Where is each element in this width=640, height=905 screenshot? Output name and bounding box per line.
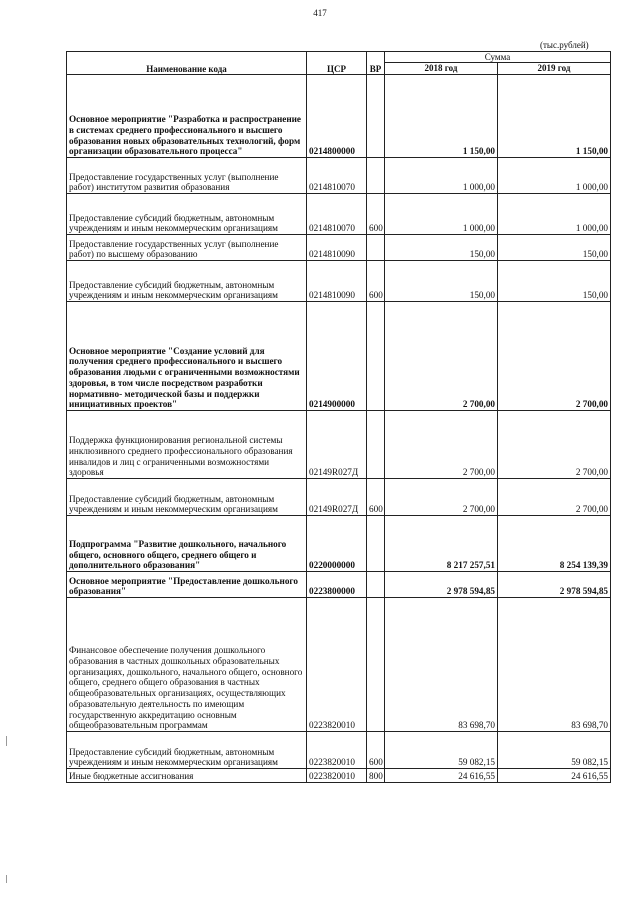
- row-csr: 0223820010: [307, 598, 367, 732]
- row-vr: 600: [367, 479, 385, 516]
- table-row: [67, 302, 611, 411]
- row-name: Основное мероприятие "Создание условий для получения среднего профессионального и высшего образования людьми с ограниченными возможностями здоровья, в том числе посредством разработки нормативно- методической базы и поддержки инициативных проектов": [67, 302, 307, 411]
- table-row: [67, 411, 611, 479]
- row-name: Предоставление субсидий бюджетным, автономным учреждениям и иным некоммерческим организациям: [67, 194, 307, 235]
- table-row: [67, 75, 611, 158]
- row-sum-2018: 24 616,55: [385, 769, 498, 783]
- row-name: Предоставление государственных услуг (выполнение работ) по высшему образованию: [67, 235, 307, 261]
- header-csr: ЦСР: [307, 52, 367, 75]
- row-vr: 800: [367, 769, 385, 783]
- row-sum-2018: 2 700,00: [385, 302, 498, 411]
- row-sum-2019: 1 150,00: [498, 75, 611, 158]
- row-name: Основное мероприятие "Разработка и распространение в системах среднего профессионального и высшего образования новых образовательных технологий, форм организации образовательного процесса": [67, 75, 307, 158]
- row-csr: 0223820010: [307, 732, 367, 769]
- row-sum-2018: 1 150,00: [385, 75, 498, 158]
- table-row: [67, 479, 611, 516]
- table-row: [67, 732, 611, 769]
- row-csr: 0214810090: [307, 235, 367, 261]
- row-csr: 0220000000: [307, 516, 367, 572]
- row-sum-2019: 1 000,00: [498, 194, 611, 235]
- row-csr: 02149R027Д: [307, 479, 367, 516]
- row-name: Предоставление государственных услуг (выполнение работ) институтом развития образования: [67, 158, 307, 194]
- row-vr: 600: [367, 194, 385, 235]
- row-vr: [367, 235, 385, 261]
- row-sum-2019: 2 700,00: [498, 302, 611, 411]
- header-year-2019: 2019 год: [498, 63, 611, 75]
- row-sum-2018: 150,00: [385, 261, 498, 302]
- row-vr: [367, 411, 385, 479]
- row-sum-2018: 83 698,70: [385, 598, 498, 732]
- table-row: [67, 516, 611, 572]
- scan-edge-mark: [6, 736, 7, 746]
- row-csr: 0214810090: [307, 261, 367, 302]
- row-sum-2019: 1 000,00: [498, 158, 611, 194]
- row-vr: [367, 598, 385, 732]
- row-csr: 0214900000: [307, 302, 367, 411]
- row-vr: [367, 158, 385, 194]
- row-sum-2018: 150,00: [385, 235, 498, 261]
- row-sum-2019: 150,00: [498, 261, 611, 302]
- row-sum-2018: 2 700,00: [385, 411, 498, 479]
- row-sum-2018: 8 217 257,51: [385, 516, 498, 572]
- row-name: Подпрограмма "Развитие дошкольного, начального общего, основного общего, среднего общего и дополнительного образования": [67, 516, 307, 572]
- row-sum-2018: 1 000,00: [385, 194, 498, 235]
- table-header: [67, 52, 611, 75]
- page-number: 417: [313, 8, 327, 18]
- table-row: [67, 572, 611, 598]
- scan-edge-mark: [6, 875, 7, 883]
- row-vr: [367, 572, 385, 598]
- table-row: [67, 261, 611, 302]
- row-vr: [367, 302, 385, 411]
- table-body: [67, 75, 611, 783]
- units-note: (тыс.рублей): [540, 40, 589, 50]
- row-sum-2018: 1 000,00: [385, 158, 498, 194]
- row-csr: 0214810070: [307, 194, 367, 235]
- row-sum-2019: 24 616,55: [498, 769, 611, 783]
- header-sum: Сумма: [385, 52, 611, 63]
- row-sum-2019: 2 700,00: [498, 411, 611, 479]
- row-name: Предоставление субсидий бюджетным, автономным учреждениям и иным некоммерческим организациям: [67, 479, 307, 516]
- row-vr: 600: [367, 732, 385, 769]
- row-vr: [367, 516, 385, 572]
- row-name: Поддержка функционирования региональной системы инклюзивного среднего профессионального образования инвалидов и лиц с ограниченными возможностями здоровья: [67, 411, 307, 479]
- row-sum-2018: 2 978 594,85: [385, 572, 498, 598]
- row-sum-2019: 59 082,15: [498, 732, 611, 769]
- table-row: [67, 598, 611, 732]
- row-csr: 0214800000: [307, 75, 367, 158]
- row-name: Иные бюджетные ассигнования: [67, 769, 307, 783]
- row-sum-2019: 2 700,00: [498, 479, 611, 516]
- row-name: Предоставление субсидий бюджетным, автономным учреждениям и иным некоммерческим организациям: [67, 732, 307, 769]
- row-name: Финансовое обеспечение получения дошкольного образования в частных дошкольных образовательных организациях, дошкольного, начального общего, основного общего, среднего общего образования в частных общеобразовательных организациях, осуществляющих образовательную деятельность по имеющим государственную аккредитацию основным общеобразовательным программам: [67, 598, 307, 732]
- row-sum-2018: 59 082,15: [385, 732, 498, 769]
- header-name: Наименование кода: [67, 52, 307, 75]
- row-vr: [367, 75, 385, 158]
- row-sum-2018: 2 700,00: [385, 479, 498, 516]
- row-sum-2019: 83 698,70: [498, 598, 611, 732]
- header-vr: ВР: [367, 52, 385, 75]
- row-csr: 0223820010: [307, 769, 367, 783]
- row-csr: 0223800000: [307, 572, 367, 598]
- row-sum-2019: 8 254 139,39: [498, 516, 611, 572]
- row-name: Предоставление субсидий бюджетным, автономным учреждениям и иным некоммерческим организациям: [67, 261, 307, 302]
- budget-table: [66, 51, 611, 783]
- row-csr: 0214810070: [307, 158, 367, 194]
- row-vr: 600: [367, 261, 385, 302]
- table-row: [67, 158, 611, 194]
- row-csr: 02149R027Д: [307, 411, 367, 479]
- row-sum-2019: 2 978 594,85: [498, 572, 611, 598]
- header-year-2018: 2018 год: [385, 63, 498, 75]
- table-row: [67, 769, 611, 783]
- row-sum-2019: 150,00: [498, 235, 611, 261]
- row-name: Основное мероприятие "Предоставление дошкольного образования": [67, 572, 307, 598]
- table-row: [67, 235, 611, 261]
- table-row: [67, 194, 611, 235]
